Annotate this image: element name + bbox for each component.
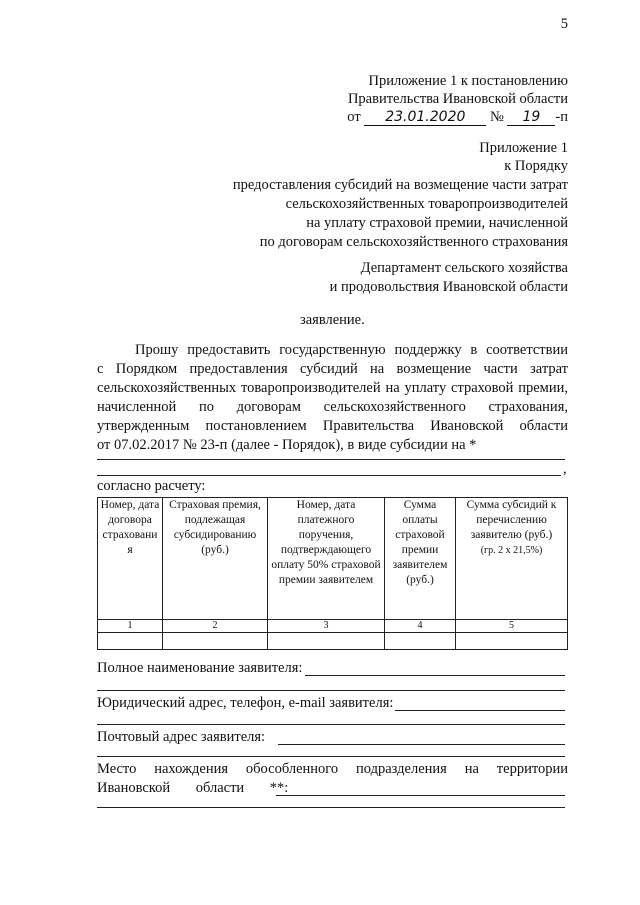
body-line: с Порядком предоставления субсидий на возмещение части затрат <box>97 361 568 377</box>
location-field-line2[interactable] <box>97 807 565 808</box>
col5-note: (гр. 2 x 21,5%) <box>480 545 543 556</box>
calc-label: согласно расчету: <box>97 478 206 494</box>
postal-address-field-line2[interactable] <box>97 756 565 757</box>
table-header: Номер, дата платежного поручения, подтверждающего оплату 50% страховой премии заявителем <box>268 498 385 620</box>
page-number: 5 <box>560 16 568 32</box>
col5-title: Сумма субсидий к перечислению заявителю (руб.) <box>466 499 557 541</box>
appendix-line: предоставления субсидий на возмещение части затрат <box>232 177 568 193</box>
body-line: Прошу предоставить государственную поддержку в соответствии <box>135 342 568 358</box>
number-suffix: -п <box>555 109 568 125</box>
table-header: Сумма оплаты страховой премии заявителем (руб.) <box>385 498 456 620</box>
table-header: Номер, дата договора страховани я <box>98 498 163 620</box>
resolution-number: 19 <box>507 109 555 126</box>
from-label: от <box>347 109 361 125</box>
table-row <box>98 633 568 650</box>
calculation-table <box>97 497 568 650</box>
subsidy-purpose-line <box>97 475 561 476</box>
column-number: 5 <box>456 620 568 633</box>
number-label: № <box>489 109 504 125</box>
column-number: 3 <box>268 620 385 633</box>
resolution-line2: Правительства Ивановской области <box>347 91 568 107</box>
comma: , <box>563 461 567 477</box>
table-cell <box>268 633 385 650</box>
addressee-line: и продовольствия Ивановской области <box>329 279 568 295</box>
body-line: сельскохозяйственных товаропроизводителей на уплату страховой премии, <box>97 380 568 396</box>
table-header: Страховая премия, подлежащая субсидированию (руб.) <box>163 498 268 620</box>
body-line: начисленной по договорам сельскохозяйственного страхования, <box>97 399 568 415</box>
resolution-line1: Приложение 1 к постановлению <box>368 73 568 89</box>
column-number: 1 <box>98 620 163 633</box>
appendix-line: на уплату страховой премии, начисленной <box>306 215 568 231</box>
legal-address-field[interactable] <box>395 710 565 711</box>
column-number: 2 <box>163 620 268 633</box>
subsidy-purpose-line <box>97 459 565 460</box>
table-cell <box>385 633 456 650</box>
appendix-line: Приложение 1 <box>479 140 568 156</box>
addressee-line: Департамент сельского хозяйства <box>360 260 568 276</box>
document-title: заявление. <box>300 312 365 328</box>
column-number: 4 <box>385 620 456 633</box>
table-header <box>456 498 568 620</box>
location-label-line1: Место нахождения обособленного подразделения на территории <box>97 761 568 777</box>
legal-address-field-line2[interactable] <box>97 724 565 725</box>
location-label-line2: Ивановской области **: <box>97 780 289 796</box>
postal-address-field[interactable] <box>278 744 565 745</box>
resolution-date: 23.01.2020 <box>364 109 486 126</box>
table-cell <box>163 633 268 650</box>
body-line: от 07.02.2017 № 23-п (далее - Порядок), в виде субсидии на * <box>97 437 477 453</box>
table-cell <box>98 633 163 650</box>
appendix-line: сельскохозяйственных товаропроизводителей <box>285 196 568 212</box>
table-cell <box>456 633 568 650</box>
legal-address-label: Юридический адрес, телефон, e-mail заявителя: <box>97 695 394 711</box>
appendix-line: по договорам сельскохозяйственного страхования <box>259 234 568 250</box>
full-name-field-line2[interactable] <box>97 690 565 691</box>
appendix-line: к Порядку <box>504 158 568 174</box>
location-field[interactable] <box>276 795 565 796</box>
resolution-date-line <box>347 109 568 126</box>
full-name-label: Полное наименование заявителя: <box>97 660 303 676</box>
full-name-field[interactable] <box>305 675 565 676</box>
body-line: утвержденным постановлением Правительства Ивановской области <box>97 418 568 434</box>
postal-address-label: Почтовый адрес заявителя: <box>97 729 266 745</box>
